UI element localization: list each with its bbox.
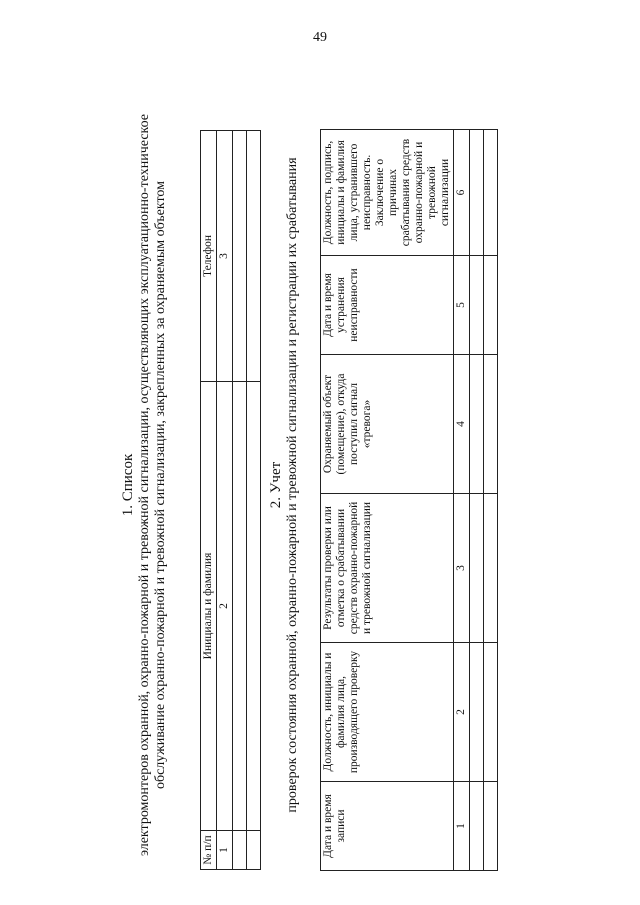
header-cell: Телефон: [201, 131, 217, 382]
section2-title: 2. Учет: [268, 461, 284, 509]
header-cell: Охраняемый объект (помещение), откуда поступил сигнал «тревога»: [321, 355, 454, 494]
header-cell: Дата и время устранения неисправности: [321, 256, 454, 355]
employees-table: [200, 130, 261, 870]
column-number: 2: [217, 382, 233, 831]
table-row: [247, 131, 261, 870]
column-number: 1: [217, 831, 233, 870]
section1-subtitle: электромонтеров охранной, охранно-пожарной и тревожной сигнализации, осуществляющих эксплуатационно-техническое обслуживание охранно-пожарной и тревожной сигнализации, закрепленных за охраняемым объектом: [137, 113, 168, 857]
table-header-row: [201, 131, 217, 870]
section2-heading: [268, 85, 301, 885]
column-number: 3: [454, 494, 470, 643]
section1-title: 1. Список: [120, 453, 136, 517]
header-cell: Результаты проверки или отметка о срабатывании средств охранно-пожарной и тревожной сигнализации: [321, 494, 454, 643]
column-number: 2: [454, 643, 470, 782]
column-number: 5: [454, 256, 470, 355]
column-number: 4: [454, 355, 470, 494]
header-cell: Инициалы и фамилия: [201, 382, 217, 831]
rotated-sheet: [120, 85, 467, 885]
column-number-row: [454, 130, 470, 871]
section2-subtitle: проверок состояния охранной, охранно-пожарной и тревожной сигнализации и регистрации их срабатывания: [285, 157, 300, 813]
column-number-row: [217, 131, 233, 870]
checks-table: [320, 129, 498, 871]
header-cell: Дата и время записи: [321, 782, 454, 871]
page-number: 49: [313, 30, 327, 45]
column-number: 3: [217, 131, 233, 382]
column-number: 6: [454, 130, 470, 256]
table-header-row: [321, 130, 454, 871]
header-cell: № п/п: [201, 831, 217, 870]
header-cell: Должность, подпись, инициалы и фамилия лица, устранившего неисправность. Заключение о причинах срабатывания средств охранно-пожарной и тревожной сигнализации: [321, 130, 454, 256]
table-row: [484, 130, 498, 871]
table-row: [233, 131, 247, 870]
table-row: [470, 130, 484, 871]
column-number: 1: [454, 782, 470, 871]
header-cell: Должность, инициалы и фамилия лица, производящего проверку: [321, 643, 454, 782]
